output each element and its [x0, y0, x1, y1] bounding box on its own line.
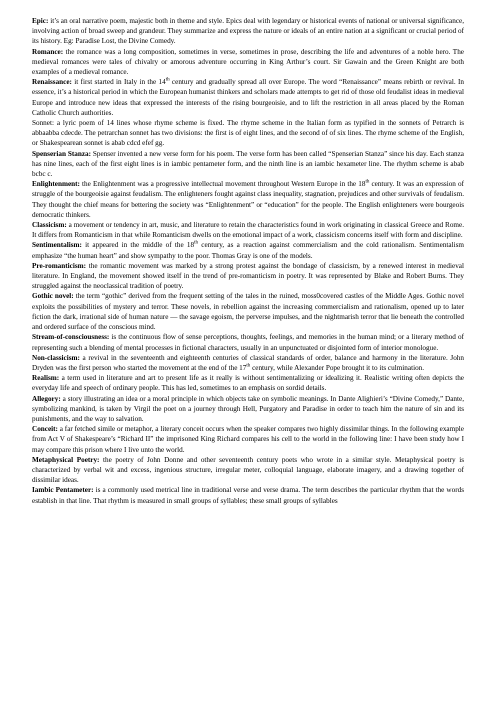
term-classicism: Classicism: — [32, 221, 67, 230]
entry-metaphysical-poetry — [32, 455, 464, 486]
definition-non-classicism-cont: century, while Alexander Pope brought it to its culmination. — [250, 363, 425, 372]
definition-iambic-pentameter: is a commonly used metrical line in traditional verse and verse drama. The term describes the particular rhythm that the words establish in that line. That rhythm is measured in small groups of syllables; these small groups of syllables — [32, 486, 464, 505]
definition-non-classicism: a revival in the seventeenth and eighteenth centuries of classical standards of order, balance and harmony in the literature. John Dryden was the first person who started the movement at the end of the 17 — [32, 353, 464, 372]
entry-iambic-pentameter — [32, 485, 464, 505]
entry-pre-romanticism — [32, 261, 464, 292]
entry-gothic-novel — [32, 291, 464, 332]
ordinal-suffix: th — [246, 363, 251, 369]
definition-renaissance: it first started in Italy in the 14 — [71, 78, 166, 87]
definition-sentimentalism-cont: century, as a reaction against commercialism and the cold rationalism. Sentimentalism emphasize “the human heart” and show sympathy to the poor. Thomas Gray is one of the models. — [32, 241, 464, 260]
term-spenserian-stanza: Spenserian Stanza: — [32, 149, 92, 158]
definition-enlightenment-cont: century. It was an expression of struggle of the bourgeoisie against feudalism. The enlighteners fought against class inequality, stagnation, prejudices and other survivals of feudalism. They thought the chief means for bettering the society was “Enlightenment” or “education” for the people. The English enlighteners were bourgeois democratic thinkers. — [32, 180, 464, 219]
definition-gothic-novel: the term “gothic” derived from the frequent setting of the tales in the ruined, moss0covered castles of the Middle Ages. Gothic novel exploits the possibilities of mystery and terror. These novels, in rebellion against the increasing commercialism and rationalism, opened up to later fiction the dark, irrational side of human nature — the savage egoism, the perverse impulses, and the nightmarish terror that lie beneath the controlled and ordered surface of the conscious mind. — [32, 292, 464, 332]
definition-pre-romanticism: the romantic movement was marked by a strong protest against the bondage of classicism, by a renewed interest in medieval literature. In England, the movement showed itself in the trend of pre-romanticism in poetry. It was represented by Blake and Robert Burns. They struggled against the neoclassical tradition of poetry. — [32, 261, 464, 291]
term-conceit: Conceit: — [32, 425, 58, 434]
definition-conceit: a far fetched simile or metaphor, a literary conceit occurs when the speaker compares two highly dissimilar things. In the following example from Act V of Shakespeare’s “Richard II” the imprisoned King Richard compares his cell to the world in the following line: I have been study how I may compare this prison where I live unto the world. — [32, 425, 464, 454]
term-metaphysical-poetry: Metaphysical Poetry: — [32, 455, 100, 464]
definition-realism: a term used in literature and art to present life as it really is without sentimentalizing or idealizing it. Realistic writing often depicts the everyday life and speech of ordinary people. This has led, sometimes to an emphasis on sordid details. — [32, 374, 464, 393]
entry-non-classicism — [32, 353, 464, 373]
definition-renaissance-cont: century and gradually spread all over Europe. The word “Renaissance” means rebirth or revival. In essence, it’s a historical period in which the European humanist thinkers and scholars made attempts to get rid of those old feudalist ideas in medieval Europe and introduce new ideas that expressed the interests of the rising bourgeoisie, and to lift the restriction in all areas placed by the Roman Catholic Church authorities. — [32, 78, 464, 117]
definition-sonnet: Sonnet: a lyric poem of 14 lines whose rhyme scheme is fixed. The rhyme scheme in the Italian form as typified in the sonnets of Petrarch is abbaabba cdecde. The petrarchan sonnet has two divisions: the first is of eight lines, and the second of of six lines. The rhyme scheme of the English, or Shakespearean sonnet is abab cdcd efef gg. — [32, 119, 464, 148]
entry-allegory — [32, 394, 464, 425]
definition-spenserian-stanza: Spenser invented a new verse form for his poem. The verse form has been called “Spenserian Stanza” since his day. Each stanza has nine lines, each of the first eight lines is in iambic pentameter form, and the ninth line is an iambic hexameter line. The rhythm scheme is abab bcbc c. — [32, 149, 464, 179]
term-gothic-novel: Gothic novel: — [32, 292, 74, 301]
definition-metaphysical-poetry: the poetry of John Donne and other seventeenth century poets who wrote in a similar style. Metaphysical poetry is characterized by verbal wit and excess, ingenious structure, irregular meter, colloquial language, elaborate imagery, and a drawing together of dissimilar ideas. — [32, 455, 465, 485]
term-renaissance: Renaissance: — [32, 78, 72, 87]
entry-conceit — [32, 424, 464, 455]
term-realism: Realism: — [32, 374, 60, 383]
definition-enlightenment: the Enlightenment was a progressive intellectual movement throughout Western Europe in the 18 — [79, 180, 366, 189]
definition-classicism: a movement or tendency in art, music, and literature to retain the characteristics found in work originating in classical Greece and Rome. It differs from Romanticism in that while Romanticism dwells on the emotional impact of a work, classicism concerns itself with form and discipline. — [32, 221, 464, 240]
entry-sonnet — [32, 118, 464, 149]
entry-enlightenment — [32, 179, 464, 220]
term-non-classicism: Non-classicism: — [32, 353, 80, 362]
term-sentimentalism: Sentimentalism: — [32, 241, 82, 250]
term-iambic-pentameter: Iambic Pentameter: — [32, 486, 94, 495]
entry-realism — [32, 373, 464, 393]
entry-sentimentalism — [32, 240, 464, 260]
ordinal-suffix: th — [365, 179, 370, 185]
definition-romance: the romance was a long composition, sometimes in verse, sometimes in prose, describing the life and adventures of a noble hero. The medieval romances were tales of chivalry or amorous adventure occurring in King Arthur’s court. Sir Gawain and the Green Knight are both examples of a medieval romance. — [32, 47, 464, 77]
definition-allegory: a story illustrating an idea or a moral principle in which objects take on symbolic meanings. In Dante Alighieri’s “Divine Comedy,” Dante, symbolizing mankind, is taken by Virgil the poet on a journey through Hell, Purgatory and Paradise in order to teach him the nature of sin and its punishments, and the way to salvation. — [32, 394, 464, 423]
entry-spenserian-stanza — [32, 149, 464, 180]
entry-stream-of-consciousness — [32, 332, 464, 352]
entry-epic — [32, 16, 464, 47]
term-stream-of-consciousness: Stream-of-consciousness: — [32, 333, 110, 342]
term-romance: Romance: — [32, 47, 64, 56]
definition-stream-of-consciousness: is the continuous flow of sense perceptions, thoughts, feelings, and memories in the human mind; or a literary method of representing such a blending of mental processes in fictional characters, usually in an unpunctuated or disjointed form of interior monologue. — [32, 333, 464, 352]
term-pre-romanticism: Pre-romanticism: — [32, 261, 87, 270]
ordinal-suffix: th — [165, 77, 170, 83]
definition-epic: it’s an oral narrative poem, majestic both in theme and style. Epics deal with legendary or historical events of national or universal significance, involving action of broad sweep and grandeur. They summarize and express the nature or ideals of an entire nation at a significant or crucial period of its history. Eg: Paradise Lost, the Divine Comedy. — [32, 17, 464, 46]
term-epic: Epic: — [32, 17, 49, 25]
ordinal-suffix: th — [194, 241, 199, 247]
entry-classicism — [32, 220, 464, 240]
term-allegory: Allegory: — [32, 394, 61, 403]
term-enlightenment: Enlightenment: — [32, 180, 80, 189]
entry-renaissance — [32, 77, 464, 118]
entry-romance — [32, 47, 464, 78]
definition-sentimentalism: it appeared in the middle of the 18 — [81, 241, 195, 250]
glossary-body — [32, 16, 464, 506]
